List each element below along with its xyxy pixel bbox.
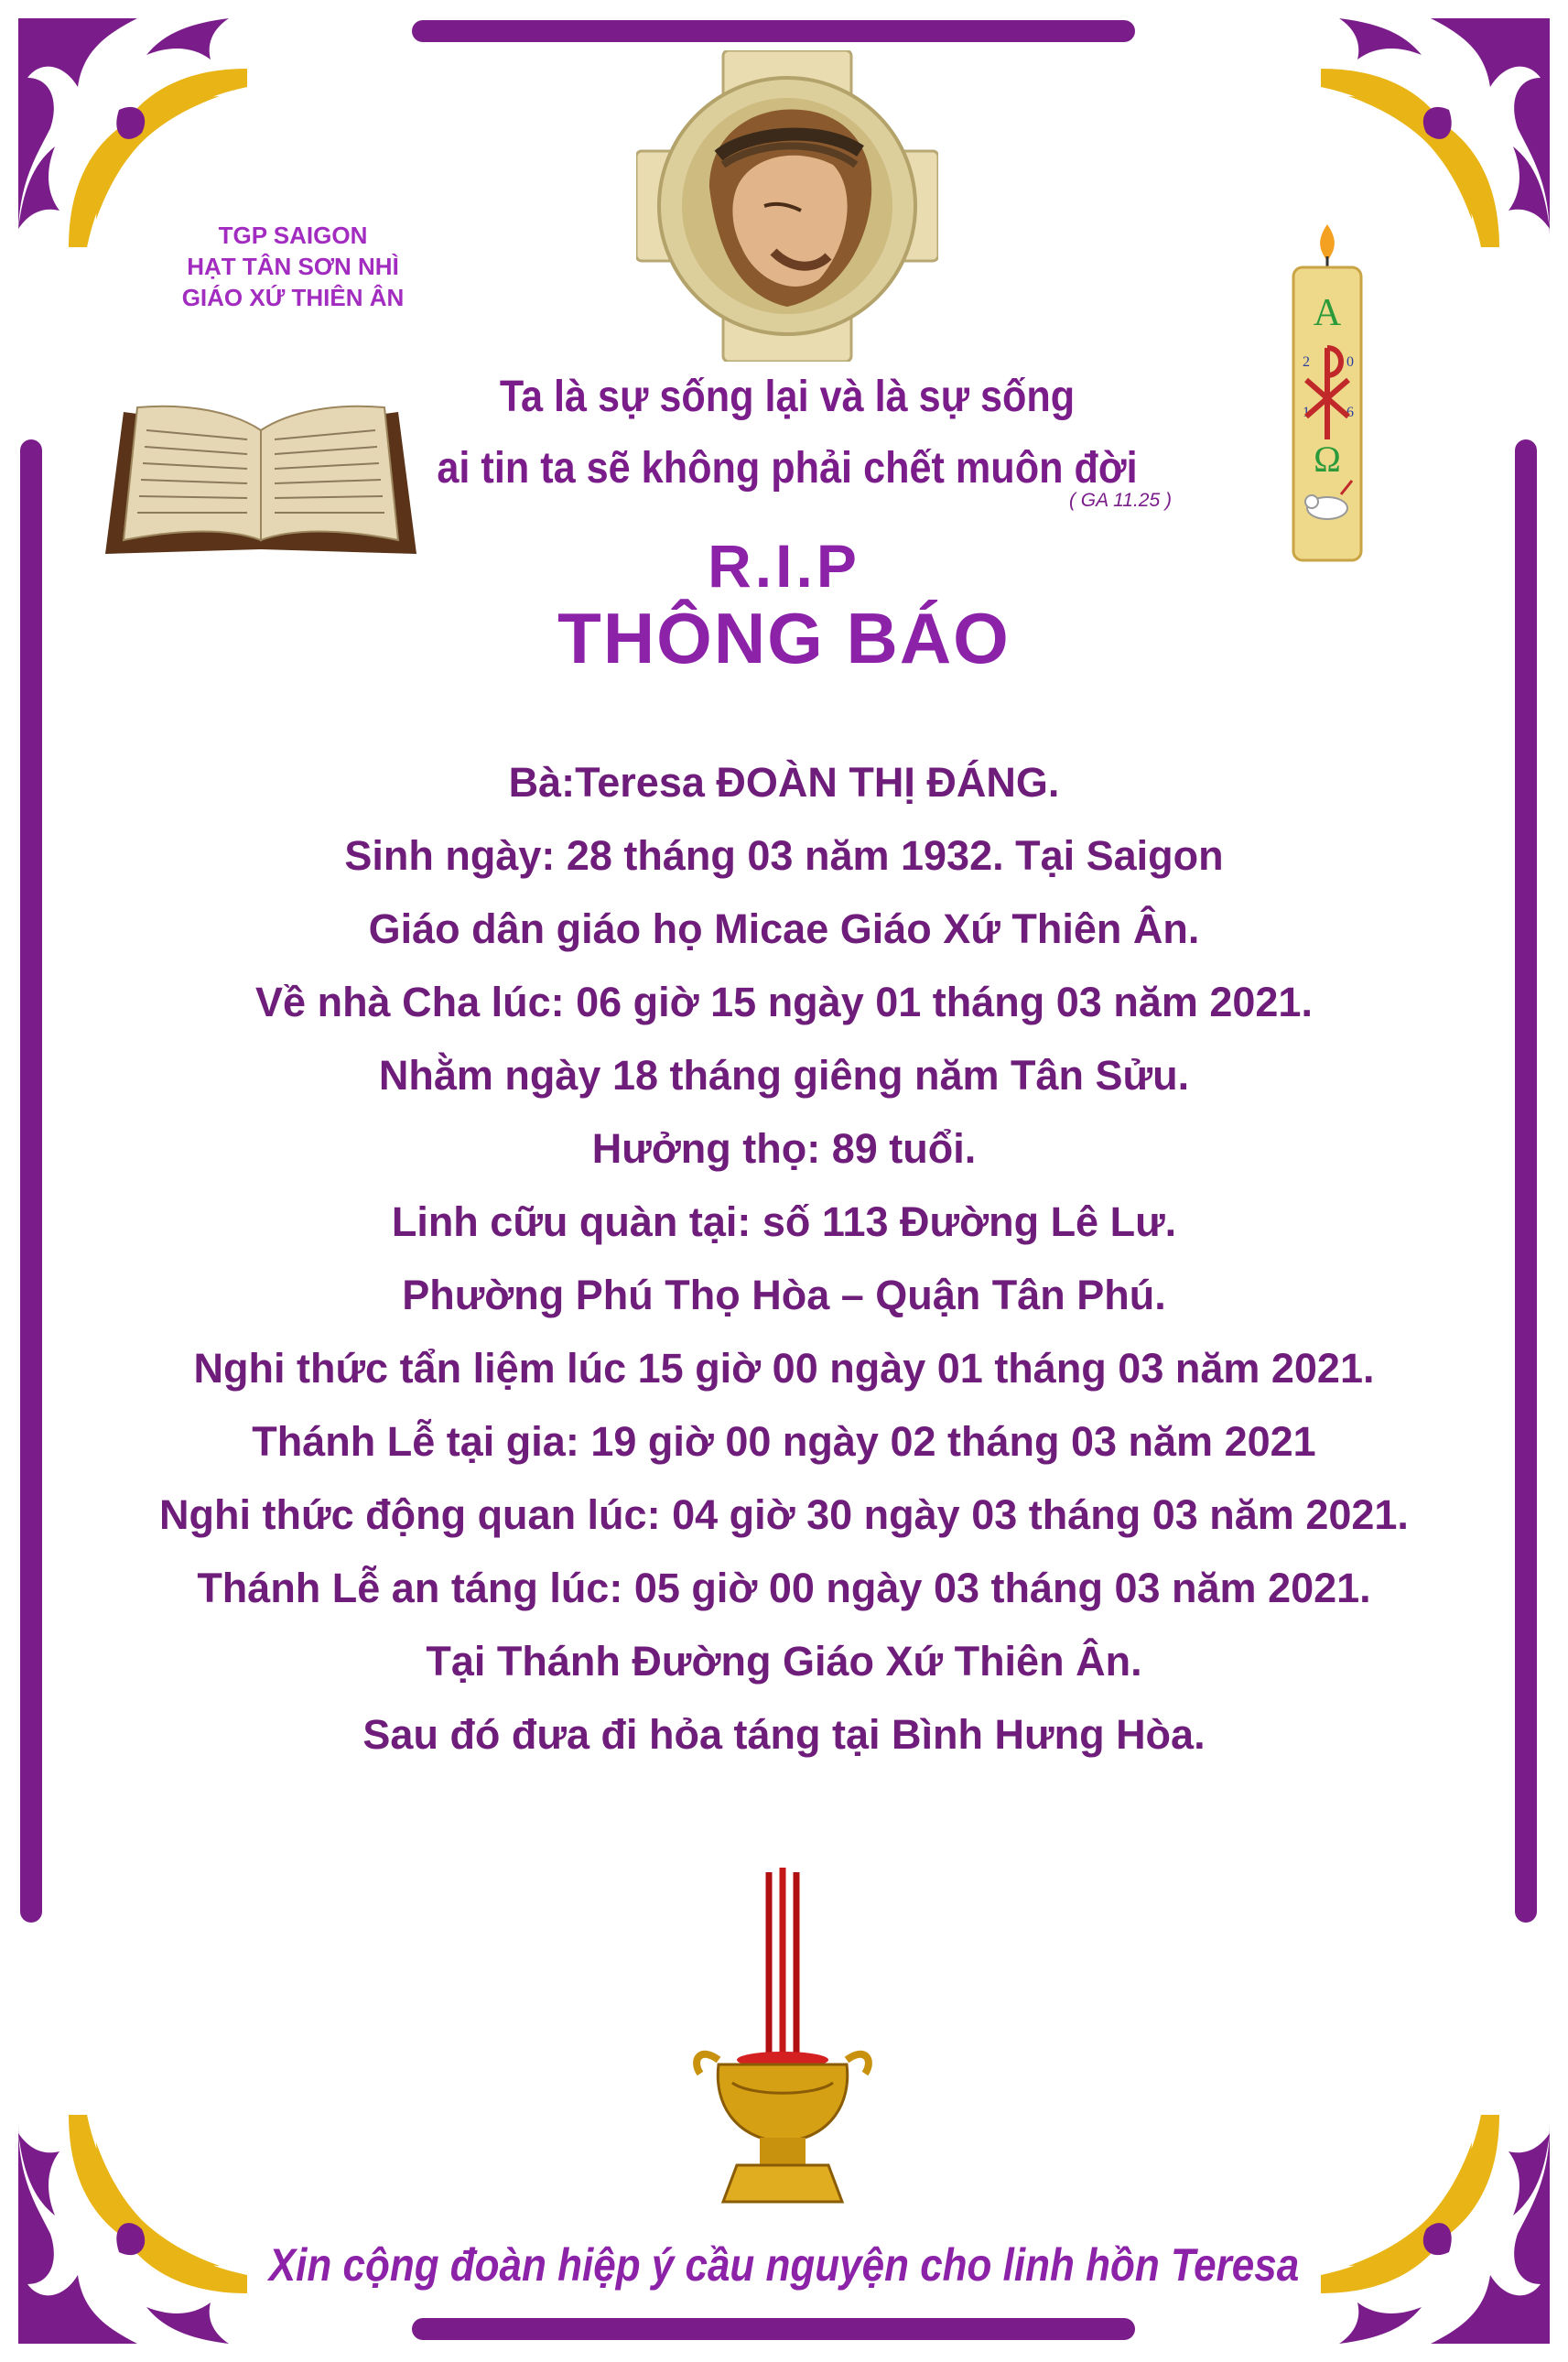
scroll-icon xyxy=(1321,2115,1550,2344)
candle-year-digit-4: 6 xyxy=(1346,405,1354,420)
scroll-icon xyxy=(1321,18,1550,247)
detail-line-age: Hưởng thọ: 89 tuổi. xyxy=(591,1125,977,1172)
rip-heading: R.I.P xyxy=(708,532,860,600)
detail-line-home-mass: Thánh Lễ tại gia: 19 giờ 00 ngày 02 tháng 03 năm 2021 xyxy=(252,1418,1316,1465)
scripture-quote xyxy=(425,362,1150,504)
parish-label: GIÁO XỨ THIÊN ÂN xyxy=(181,284,405,311)
candle-year-digit-2: 0 xyxy=(1346,354,1354,370)
detail-line-funeral-mass: Thánh Lễ an táng lúc: 05 giờ 00 ngày 03 tháng 03 năm 2021. xyxy=(197,1565,1371,1611)
scroll-icon xyxy=(18,18,247,247)
detail-line-lunar-date: Nhằm ngày 18 tháng giêng năm Tân Sửu. xyxy=(378,1052,1190,1099)
detail-line-ward: Phường Phú Thọ Hòa – Quận Tân Phú. xyxy=(402,1272,1166,1318)
corner-ornament-bottom-right xyxy=(1293,2087,1568,2362)
scroll-icon xyxy=(18,2115,247,2344)
detail-line-cremation: Sau đó đưa đi hỏa táng tại Bình Hưng Hòa. xyxy=(362,1711,1206,1758)
notice-title: THÔNG BÁO xyxy=(557,598,1011,678)
flame-icon xyxy=(1320,224,1335,261)
parish-header xyxy=(137,220,449,313)
detail-line-name: Bà:Teresa ĐOÀN THỊ ĐÁNG. xyxy=(508,759,1060,806)
archdiocese-label: TGP SAIGON xyxy=(218,222,368,249)
candle-omega: Ω xyxy=(1314,439,1341,480)
frame-top-bar xyxy=(412,20,1135,42)
detail-line-parish: Giáo dân giáo họ Micae Giáo Xứ Thiên Ân. xyxy=(368,905,1200,952)
quote-reference: ( GA 11.25 ) xyxy=(1068,490,1172,511)
candle-alpha: A xyxy=(1313,292,1342,334)
quote-line-2: ai tin ta sẽ không phải chết muôn đời xyxy=(437,444,1138,493)
frame-bottom-bar xyxy=(412,2318,1135,2340)
obituary-details xyxy=(55,746,1513,1772)
paschal-candle-icon xyxy=(1277,220,1378,568)
prayer-footer: Xin cộng đoàn hiệp ý cầu nguyện cho linh hồn Teresa xyxy=(268,2239,1300,2291)
detail-line-wake-address: Linh cữu quàn tại: số 113 Đường Lê Lư. xyxy=(391,1198,1177,1245)
detail-line-encoffining: Nghi thức tẩn liệm lúc 15 giờ 00 ngày 01 tháng 03 năm 2021. xyxy=(193,1345,1375,1392)
detail-line-birth: Sinh ngày: 28 tháng 03 năm 1932. Tại Saigon xyxy=(344,832,1224,879)
christ-crown-of-thorns-icon xyxy=(636,50,938,362)
candle-year-digit-3: 1 xyxy=(1303,405,1310,420)
quote-line-1: Ta là sự sống lại và là sự sống xyxy=(499,373,1076,421)
candle-year-digit-1: 2 xyxy=(1303,354,1310,370)
detail-line-church: Tại Thánh Đường Giáo Xứ Thiên Ân. xyxy=(426,1638,1142,1685)
incense-burner-icon xyxy=(687,1863,879,2229)
detail-line-death: Về nhà Cha lúc: 06 giờ 15 ngày 01 tháng 03 năm 2021. xyxy=(255,979,1313,1025)
detail-line-procession: Nghi thức động quan lúc: 04 giờ 30 ngày 03 tháng 03 năm 2021. xyxy=(159,1491,1409,1538)
deanery-label: HẠT TÂN SƠN NHÌ xyxy=(187,253,399,280)
corner-ornament-bottom-left xyxy=(0,2087,275,2362)
